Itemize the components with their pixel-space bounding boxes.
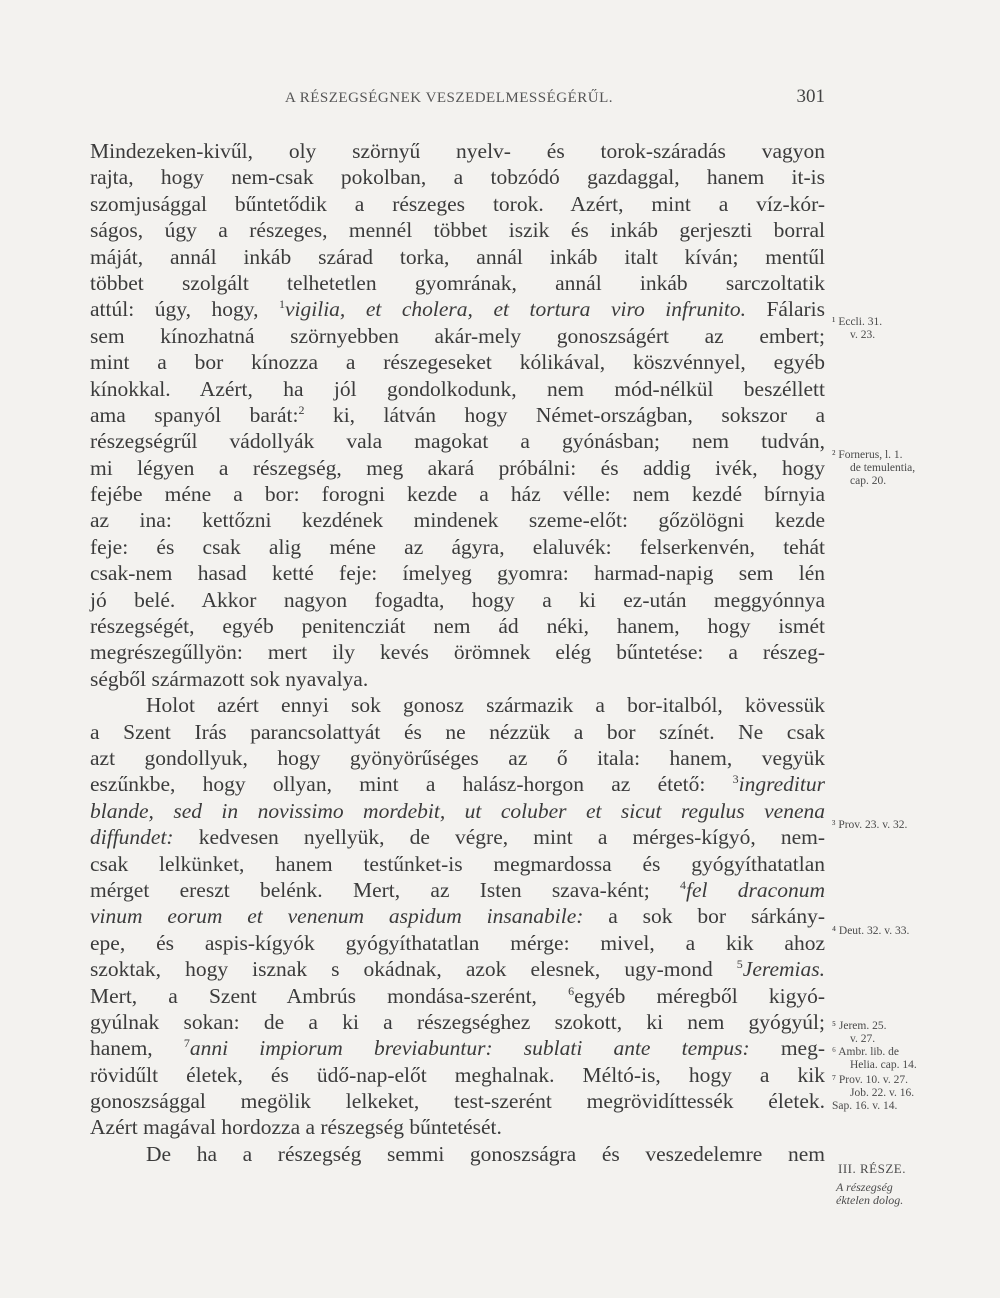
- text-run: kínokkal. Azért, ha jól gondolkodunk, nem mód-nélkül beszéllett: [90, 376, 825, 401]
- running-title: A RÉSZEGSÉGNEK VESZEDELMESSÉGÉRŰL.: [285, 90, 613, 106]
- text-run: mi légyen a részegség, meg akará próbálni: és addig ivék, hogy: [90, 455, 825, 480]
- text-line: [90, 428, 825, 454]
- text-line: [90, 560, 825, 586]
- text-line: [90, 138, 825, 164]
- body-text: [90, 138, 825, 1167]
- text-line: [90, 402, 825, 428]
- text-line: [90, 1035, 825, 1061]
- text-line: [90, 824, 825, 850]
- text-line: [90, 692, 825, 718]
- margin-reference-line: v. 27.: [850, 1033, 876, 1045]
- text-run: csak-nem hasad ketté feje: ímelyeg gyomra: harmad-napig sem lén: [90, 561, 825, 586]
- text-line: [90, 587, 825, 613]
- text-run: kedvesen nyellyük, de végre, mint a mérges-kígyó, nem-: [173, 825, 825, 850]
- text-run: mérget ereszt belénk. Mert, az Isten szava-ként;: [90, 877, 681, 902]
- section-heading: III. RÉSZE.: [838, 1161, 906, 1176]
- text-run: rajta, hogy nem-csak pokolban, a tobzódó gazdaggal, hanem it-is: [90, 165, 825, 190]
- text-run: szomjusággal bűntetődik a részeges torok. Azért, mint a víz-kór-: [90, 191, 825, 216]
- text-run: jó belé. Akkor nagyon fogadta, hogy a ki ez-után meggyónnya: [90, 587, 825, 612]
- text-run: mint a bor kínozza a részegeseket kólikával, köszvénnyel, egyéb: [90, 350, 825, 375]
- text-run: gonoszsággal megölik lelkeket, test-szerént megrövidíttessék életek.: [90, 1089, 825, 1114]
- text-run: többet szolgált telhetetlen gyomrának, annál inkáb sarczoltatik: [90, 270, 825, 295]
- text-line: [90, 534, 825, 560]
- text-run: csak lelkünket, hanem testűnket-is megmardossa és gyógyíthatatlan: [90, 851, 825, 876]
- text-line: [90, 851, 825, 877]
- text-line: [90, 1062, 825, 1088]
- text-run: sem kínozhatná szörnyebben akár-mely gonoszságért az embert;: [90, 323, 825, 348]
- italic-latin-text: vinum eorum et venenum aspidum insanabile:: [90, 904, 584, 929]
- text-line: [90, 376, 825, 402]
- text-run: egyéb méregből kigyó-: [574, 983, 826, 1008]
- text-run: eszűnkbe, hogy ollyan, mint a halász-horgon az étető:: [90, 772, 733, 797]
- text-line: [90, 507, 825, 533]
- margin-reference-line: ³ Prov. 23. v. 32.: [832, 819, 908, 831]
- text-line: [90, 296, 825, 322]
- margin-reference-line: ² Fornerus, l. 1.: [832, 449, 903, 461]
- text-run: azt gondollyuk, hogy gyönyörűséges az ő itala: hanem, vegyük: [90, 745, 825, 770]
- text-run: De ha a részegség semmi gonoszságra és veszedelemre nem: [146, 1141, 825, 1166]
- margin-reference-line: Job. 22. v. 16.: [850, 1087, 915, 1099]
- text-line: [90, 270, 825, 296]
- text-line: [90, 930, 825, 956]
- text-line: [90, 1088, 825, 1114]
- text-line: [90, 1114, 825, 1140]
- text-line: [90, 719, 825, 745]
- text-line: [90, 666, 825, 692]
- margin-reference-line: v. 23.: [850, 329, 876, 341]
- text-line: [90, 1009, 825, 1035]
- italic-latin-text: diffundet:: [90, 825, 174, 850]
- text-run: ama spanyól barát:: [90, 402, 299, 427]
- section-subtitle-line-2: éktelen dolog.: [836, 1193, 904, 1207]
- text-run: attúl: úgy, hogy,: [90, 297, 279, 322]
- text-line: [90, 481, 825, 507]
- text-run: fejébe méne a bor: forogni kezde a ház vélle: nem kezdé bírnyia: [90, 482, 825, 507]
- italic-latin-text: blande, sed in novissimo mordebit, ut coluber et sicut regulus venena: [90, 798, 825, 823]
- margin-reference: [832, 316, 952, 342]
- footnote-marker: 5: [736, 956, 743, 971]
- footnote-marker: 6: [568, 983, 575, 998]
- margin-reference: [832, 1020, 952, 1046]
- text-run: az ina: kettőzni kezdének mindenek szeme-előt: gőzölögni kezde: [90, 508, 825, 533]
- margin-reference-line: de temulentia,: [850, 462, 916, 474]
- margin-reference: [832, 925, 952, 938]
- text-line: [90, 745, 825, 771]
- text-line: [90, 639, 825, 665]
- text-run: Fálaris: [745, 297, 825, 322]
- italic-latin-text: vigilia, et cholera, et tortura viro infrunito.: [284, 297, 746, 322]
- text-line: [90, 956, 825, 982]
- text-run: Azért magával hordozza a részegség bűntetését.: [90, 1115, 502, 1140]
- margin-reference-line: cap. 20.: [850, 475, 887, 487]
- section-subtitle-line-1: A részegség: [836, 1180, 893, 1194]
- text-line: [90, 903, 825, 929]
- margin-reference: [832, 1100, 952, 1113]
- text-run: feje: és csak alig méne az ágyra, elaluvék: felserkenvén, tehát: [90, 534, 825, 559]
- text-run: részegségét, egyéb penitencziát nem ád néki, hanem, hogy ismét: [90, 614, 825, 639]
- text-run: ságos, úgy a részeges, mennél többet iszik és inkáb gerjeszti borral: [90, 218, 825, 243]
- footnote-marker: 3: [732, 772, 739, 787]
- footnote-marker: 7: [183, 1036, 190, 1051]
- text-run: Mert, a Szent Ambrús mondása-szerént,: [90, 983, 569, 1008]
- margin-reference-line: ⁵ Jerem. 25.: [832, 1020, 887, 1032]
- text-run: gyúlnak sokan: de a ki a részegséghez szokott, ki nem gyógyúl;: [90, 1009, 825, 1034]
- text-run: epe, és aspis-kígyók gyógyíthatatlan mérge: mivel, a kik ahoz: [90, 930, 825, 955]
- text-line: [90, 1141, 825, 1167]
- margin-reference: [832, 819, 952, 832]
- text-run: Holot azért ennyi sok gonosz származik a bor-italból, kövessük: [146, 693, 825, 718]
- text-run: megrészegűllyön: mert ily kevés örömnek elég bűntetése: a részeg-: [90, 640, 825, 665]
- footnote-marker: 4: [680, 877, 687, 892]
- italic-latin-text: anni impiorum breviabuntur: sublati ante tempus:: [189, 1036, 750, 1061]
- text-line: [90, 217, 825, 243]
- margin-reference-line: Helia. cap. 14.: [850, 1059, 917, 1071]
- text-line: [90, 983, 825, 1009]
- margin-reference: [832, 1046, 952, 1072]
- italic-latin-text: fel draconum: [686, 877, 825, 902]
- text-line: [90, 455, 825, 481]
- section-note: [832, 1162, 952, 1207]
- text-run: a sok bor sárkány-: [583, 904, 825, 929]
- text-line: [90, 323, 825, 349]
- italic-latin-text: Jeremias.: [742, 957, 825, 982]
- margin-reference-line: Sap. 16. v. 14.: [832, 1100, 898, 1112]
- text-run: hanem,: [90, 1036, 184, 1061]
- text-run: ki, látván hogy Német-országban, sokszor a: [304, 402, 825, 427]
- text-run: szoktak, hogy isznak s okádnak, azok elesnek, ugy-mond: [90, 957, 737, 982]
- text-line: [90, 771, 825, 797]
- margin-reference-line: ¹ Eccli. 31.: [832, 316, 883, 328]
- text-line: [90, 349, 825, 375]
- text-run: Mindezeken-kivűl, oly szörnyű nyelv- és torok-száradás vagyon: [90, 139, 825, 163]
- running-head: [90, 86, 825, 114]
- margin-reference-line: ⁴ Deut. 32. v. 33.: [832, 925, 910, 937]
- text-line: [90, 244, 825, 270]
- text-run: máját, annál inkáb szárad torka, annál inkáb italt kíván; mentűl: [90, 244, 825, 269]
- text-line: [90, 798, 825, 824]
- italic-latin-text: ingreditur: [738, 772, 825, 797]
- margin-reference-line: ⁷ Prov. 10. v. 27.: [832, 1074, 908, 1086]
- text-line: [90, 164, 825, 190]
- margin-reference: [832, 1074, 952, 1100]
- margin-reference: [832, 449, 952, 488]
- margin-reference-line: ⁶ Ambr. lib. de: [832, 1046, 899, 1058]
- page-number: 301: [796, 86, 825, 107]
- text-line: [90, 191, 825, 217]
- text-run: meg-: [749, 1036, 825, 1061]
- text-line: [90, 613, 825, 639]
- footnote-marker: 2: [298, 402, 305, 417]
- text-run: a Szent Irás parancsolattyát és ne nézzük a bor színét. Ne csak: [90, 719, 825, 744]
- text-run: ségből származott sok nyavalya.: [90, 666, 369, 691]
- text-run: rövidűlt életek, és üdő-nap-előt meghalnak. Méltó-is, hogy a kik: [90, 1062, 825, 1087]
- footnote-marker: 1: [278, 297, 285, 312]
- text-line: [90, 877, 825, 903]
- text-run: részegségrűl vádollyák vala magokat a gyónásban; nem tudván,: [90, 429, 825, 454]
